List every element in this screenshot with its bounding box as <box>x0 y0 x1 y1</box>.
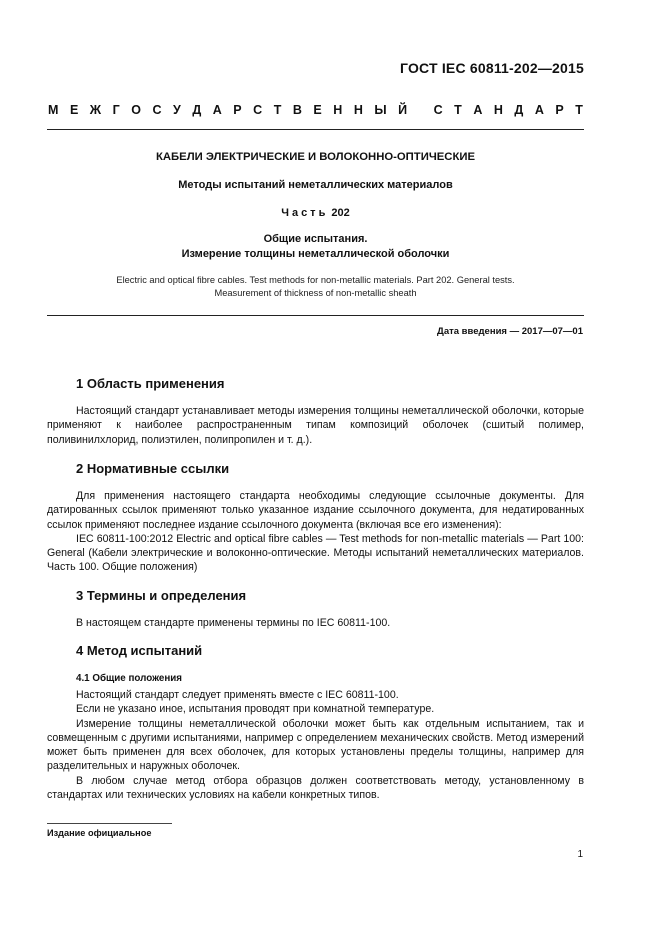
section-1-paragraph: Настоящий стандарт устанавливает методы измерения толщины неметаллической оболочки, которые применяют к наиболее распространенным типам композиций оболочек (сшитый полимер, поливинилхлорид, полиэтилен, полипропилен и т. д.). <box>47 405 584 446</box>
english-title <box>47 274 584 300</box>
section-3-heading: 3 Термины и определения <box>76 588 247 603</box>
subsection-4-1-heading: 4.1 Общие положения <box>76 673 183 684</box>
banner-letter: В <box>292 103 302 117</box>
section-2-heading: 2 Нормативные ссылки <box>76 461 230 476</box>
banner-letter: А <box>212 103 222 117</box>
banner-letter: Н <box>353 103 363 117</box>
banner-letter: Д <box>192 103 202 117</box>
section-4-body <box>47 688 584 802</box>
banner-letter: М <box>48 103 59 117</box>
part-title <box>47 232 584 262</box>
banner-letter: Т <box>575 103 583 117</box>
section-4-paragraph-1: Настоящий стандарт следует применять вместе с IEC 60811-100. <box>76 689 399 701</box>
banner-letter: А <box>473 103 483 117</box>
part-designation <box>47 207 584 219</box>
section-4-heading: 4 Метод испытаний <box>76 643 203 658</box>
section-2-paragraph-1: Для применения настоящего стандарта необходимы следующие ссылочные документы. Для датированных ссылок применяют только указанное издание ссылочного документа, для недатированных ссылок применяют последнее издание ссылочного документа (включая все его изменения): <box>47 490 584 531</box>
official-edition-label: Издание официальное <box>47 828 152 838</box>
banner-letter <box>419 103 422 117</box>
banner-letter: Е <box>69 103 79 117</box>
page-number: 1 <box>577 849 583 860</box>
banner-letter: Н <box>333 103 343 117</box>
part-title-line2: Измерение толщины неметаллической оболочки <box>181 248 450 260</box>
section-4-paragraph-2: Если не указано иное, испытания проводят при комнатной температуре. <box>76 703 435 716</box>
english-title-line1: Electric and optical fibre cables. Test methods for non-metallic materials. Part 202. General tests. <box>116 275 515 285</box>
banner-letter: С <box>152 103 162 117</box>
section-1-body <box>47 404 584 447</box>
part-number: 202 <box>331 207 350 219</box>
banner-letter: А <box>534 103 544 117</box>
part-title-line1: Общие испытания. <box>263 233 368 245</box>
interstate-standard-banner <box>48 103 583 117</box>
section-3-paragraph: В настоящем стандарте применены термины по IEC 60811-100. <box>76 617 391 629</box>
section-3-body <box>47 616 584 630</box>
introduction-date: Дата введения — 2017—07—01 <box>437 326 583 337</box>
section-2-body <box>47 489 584 575</box>
standard-id: ГОСТ IEC 60811-202—2015 <box>400 60 584 76</box>
top-divider <box>47 129 584 130</box>
section-2-paragraph-2: IEC 60811-100:2012 Electric and optical fibre cables — Test methods for non-metallic materials — Part 100: General (Кабели электрические и волоконно-оптические. Методы испытаний неметаллических материалов. Часть 100. Общие положения) <box>47 532 584 574</box>
part-label: Часть <box>281 207 329 219</box>
section-4-paragraph-3: Измерение толщины неметаллической оболочки может быть как отдельным испытанием, так и совмещенным с другими испытаниями, например с определением механических свойств. Метод измерений может быть применен для всех оболочек, для которых установлены пределы толщины, например для разделительных и наружных оболочек. <box>47 717 584 773</box>
english-title-line2: Measurement of thickness of non-metallic sheath <box>214 288 417 298</box>
banner-letter: Д <box>514 103 524 117</box>
title-divider <box>47 315 584 316</box>
document-title: КАБЕЛИ ЭЛЕКТРИЧЕСКИЕ И ВОЛОКОННО-ОПТИЧЕСКИЕ <box>155 151 476 163</box>
banner-letter: Т <box>454 103 462 117</box>
document-subtitle: Методы испытаний неметаллических материалов <box>178 179 453 191</box>
banner-letter: Е <box>313 103 322 117</box>
banner-letter: Й <box>398 103 408 117</box>
banner-letter: С <box>433 103 443 117</box>
banner-letter: С <box>253 103 263 117</box>
banner-letter: Н <box>493 103 503 117</box>
section-1-heading: 1 Область применения <box>76 376 225 391</box>
banner-letter: У <box>173 103 181 117</box>
banner-letter: Т <box>273 103 282 117</box>
banner-letter: Ж <box>89 103 102 117</box>
banner-letter: Р <box>555 103 564 117</box>
section-4-paragraph-4: В любом случае метод отбора образцов должен соответствовать методу, установленному в стандартах или технических условиях на кабели конкретных типов. <box>47 774 584 802</box>
banner-letter: О <box>131 103 141 117</box>
banner-letter: Г <box>112 103 120 117</box>
footer-divider <box>47 823 172 824</box>
banner-letter: Р <box>233 103 242 117</box>
banner-letter: Ы <box>374 103 387 117</box>
